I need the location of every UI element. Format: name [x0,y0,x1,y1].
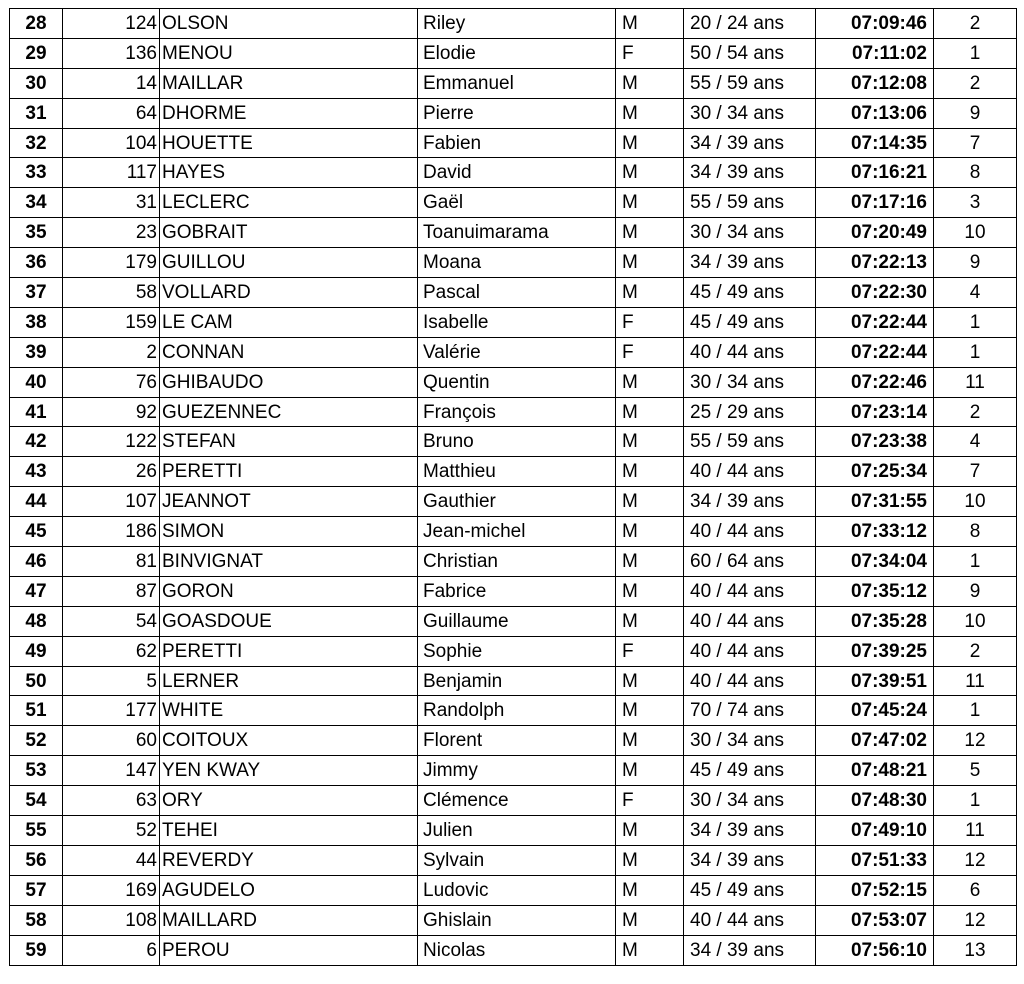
time-cell: 07:23:38 [816,427,934,457]
first-name-cell: Benjamin [418,666,616,696]
last-name-cell: CONNAN [160,337,418,367]
bib-cell: 186 [63,517,160,547]
table-row [10,487,1017,517]
last-name-cell: BINVIGNAT [160,547,418,577]
category-cell: 70 / 74 ans [684,696,816,726]
bib-cell: 14 [63,68,160,98]
bib-cell: 31 [63,188,160,218]
first-name-cell: Gauthier [418,487,616,517]
table-row [10,636,1017,666]
time-cell: 07:34:04 [816,547,934,577]
category-cell: 55 / 59 ans [684,188,816,218]
bib-cell: 87 [63,576,160,606]
time-cell: 07:35:12 [816,576,934,606]
category-rank-cell: 2 [934,397,1017,427]
table-row [10,666,1017,696]
table-row [10,726,1017,756]
last-name-cell: OLSON [160,9,418,39]
bib-cell: 81 [63,547,160,577]
bib-cell: 108 [63,905,160,935]
time-cell: 07:33:12 [816,517,934,547]
sex-cell: M [616,487,684,517]
bib-cell: 26 [63,457,160,487]
first-name-cell: Isabelle [418,307,616,337]
time-cell: 07:49:10 [816,816,934,846]
sex-cell: M [616,98,684,128]
category-rank-cell: 8 [934,517,1017,547]
sex-cell: M [616,726,684,756]
category-cell: 34 / 39 ans [684,487,816,517]
last-name-cell: STEFAN [160,427,418,457]
first-name-cell: Julien [418,816,616,846]
bib-cell: 23 [63,218,160,248]
category-rank-cell: 5 [934,756,1017,786]
category-rank-cell: 1 [934,786,1017,816]
last-name-cell: JEANNOT [160,487,418,517]
table-row [10,935,1017,965]
category-rank-cell: 9 [934,98,1017,128]
category-rank-cell: 9 [934,576,1017,606]
last-name-cell: SIMON [160,517,418,547]
table-row [10,756,1017,786]
first-name-cell: Randolph [418,696,616,726]
time-cell: 07:52:15 [816,875,934,905]
sex-cell: M [616,576,684,606]
sex-cell: F [616,786,684,816]
sex-cell: M [616,905,684,935]
category-rank-cell: 2 [934,9,1017,39]
bib-cell: 169 [63,875,160,905]
time-cell: 07:11:02 [816,38,934,68]
bib-cell: 5 [63,666,160,696]
first-name-cell: Christian [418,547,616,577]
time-cell: 07:16:21 [816,158,934,188]
table-row [10,547,1017,577]
first-name-cell: Jimmy [418,756,616,786]
category-rank-cell: 11 [934,367,1017,397]
table-row [10,905,1017,935]
category-cell: 40 / 44 ans [684,576,816,606]
sex-cell: M [616,457,684,487]
table-row [10,248,1017,278]
category-cell: 34 / 39 ans [684,248,816,278]
last-name-cell: COITOUX [160,726,418,756]
category-cell: 40 / 44 ans [684,517,816,547]
sex-cell: F [616,636,684,666]
sex-cell: F [616,337,684,367]
last-name-cell: PERETTI [160,457,418,487]
time-cell: 07:22:44 [816,337,934,367]
bib-cell: 6 [63,935,160,965]
first-name-cell: Nicolas [418,935,616,965]
category-rank-cell: 6 [934,875,1017,905]
category-rank-cell: 7 [934,457,1017,487]
sex-cell: M [616,278,684,308]
category-cell: 30 / 34 ans [684,726,816,756]
category-rank-cell: 1 [934,696,1017,726]
sex-cell: M [616,248,684,278]
category-cell: 40 / 44 ans [684,666,816,696]
time-cell: 07:31:55 [816,487,934,517]
category-cell: 30 / 34 ans [684,367,816,397]
category-cell: 40 / 44 ans [684,905,816,935]
rank-cell: 47 [10,576,63,606]
rank-cell: 42 [10,427,63,457]
category-cell: 20 / 24 ans [684,9,816,39]
last-name-cell: GUILLOU [160,248,418,278]
first-name-cell: Sylvain [418,845,616,875]
rank-cell: 56 [10,845,63,875]
table-row [10,68,1017,98]
category-cell: 50 / 54 ans [684,38,816,68]
sex-cell: M [616,158,684,188]
last-name-cell: TEHEI [160,816,418,846]
bib-cell: 44 [63,845,160,875]
time-cell: 07:09:46 [816,9,934,39]
sex-cell: M [616,68,684,98]
rank-cell: 52 [10,726,63,756]
first-name-cell: Pierre [418,98,616,128]
time-cell: 07:35:28 [816,606,934,636]
first-name-cell: Florent [418,726,616,756]
bib-cell: 122 [63,427,160,457]
last-name-cell: ORY [160,786,418,816]
time-cell: 07:22:13 [816,248,934,278]
first-name-cell: Sophie [418,636,616,666]
first-name-cell: Fabien [418,128,616,158]
first-name-cell: Fabrice [418,576,616,606]
last-name-cell: HOUETTE [160,128,418,158]
rank-cell: 53 [10,756,63,786]
sex-cell: M [616,845,684,875]
bib-cell: 117 [63,158,160,188]
category-rank-cell: 10 [934,487,1017,517]
category-cell: 60 / 64 ans [684,547,816,577]
table-row [10,307,1017,337]
rank-cell: 38 [10,307,63,337]
category-cell: 34 / 39 ans [684,935,816,965]
last-name-cell: PEROU [160,935,418,965]
time-cell: 07:53:07 [816,905,934,935]
category-rank-cell: 2 [934,636,1017,666]
table-row [10,278,1017,308]
time-cell: 07:39:25 [816,636,934,666]
time-cell: 07:39:51 [816,666,934,696]
rank-cell: 45 [10,517,63,547]
table-row [10,427,1017,457]
first-name-cell: Elodie [418,38,616,68]
bib-cell: 54 [63,606,160,636]
rank-cell: 49 [10,636,63,666]
last-name-cell: GORON [160,576,418,606]
time-cell: 07:45:24 [816,696,934,726]
bib-cell: 52 [63,816,160,846]
table-row [10,337,1017,367]
first-name-cell: Pascal [418,278,616,308]
table-row [10,875,1017,905]
category-cell: 30 / 34 ans [684,786,816,816]
last-name-cell: GUEZENNEC [160,397,418,427]
bib-cell: 60 [63,726,160,756]
sex-cell: M [616,517,684,547]
time-cell: 07:12:08 [816,68,934,98]
results-body [10,9,1017,966]
rank-cell: 48 [10,606,63,636]
bib-cell: 62 [63,636,160,666]
sex-cell: M [616,606,684,636]
first-name-cell: Gaël [418,188,616,218]
sex-cell: F [616,307,684,337]
rank-cell: 28 [10,9,63,39]
bib-cell: 2 [63,337,160,367]
category-cell: 30 / 34 ans [684,98,816,128]
bib-cell: 136 [63,38,160,68]
category-rank-cell: 12 [934,905,1017,935]
table-row [10,367,1017,397]
rank-cell: 36 [10,248,63,278]
bib-cell: 124 [63,9,160,39]
sex-cell: M [616,427,684,457]
first-name-cell: Bruno [418,427,616,457]
bib-cell: 64 [63,98,160,128]
category-cell: 34 / 39 ans [684,816,816,846]
rank-cell: 32 [10,128,63,158]
category-cell: 30 / 34 ans [684,218,816,248]
rank-cell: 51 [10,696,63,726]
category-rank-cell: 11 [934,816,1017,846]
rank-cell: 50 [10,666,63,696]
last-name-cell: YEN KWAY [160,756,418,786]
table-row [10,218,1017,248]
rank-cell: 31 [10,98,63,128]
category-cell: 55 / 59 ans [684,68,816,98]
table-row [10,98,1017,128]
last-name-cell: MAILLAR [160,68,418,98]
category-cell: 45 / 49 ans [684,875,816,905]
rank-cell: 29 [10,38,63,68]
first-name-cell: Clémence [418,786,616,816]
category-rank-cell: 1 [934,337,1017,367]
bib-cell: 159 [63,307,160,337]
first-name-cell: Toanuimarama [418,218,616,248]
category-cell: 45 / 49 ans [684,756,816,786]
rank-cell: 57 [10,875,63,905]
category-rank-cell: 4 [934,278,1017,308]
last-name-cell: HAYES [160,158,418,188]
time-cell: 07:47:02 [816,726,934,756]
sex-cell: F [616,38,684,68]
category-rank-cell: 2 [934,68,1017,98]
sex-cell: M [616,367,684,397]
category-rank-cell: 13 [934,935,1017,965]
category-rank-cell: 10 [934,606,1017,636]
table-row [10,38,1017,68]
bib-cell: 92 [63,397,160,427]
last-name-cell: LERNER [160,666,418,696]
category-cell: 55 / 59 ans [684,427,816,457]
first-name-cell: Guillaume [418,606,616,636]
table-row [10,188,1017,218]
last-name-cell: WHITE [160,696,418,726]
rank-cell: 34 [10,188,63,218]
category-rank-cell: 1 [934,307,1017,337]
first-name-cell: Riley [418,9,616,39]
table-row [10,816,1017,846]
bib-cell: 107 [63,487,160,517]
first-name-cell: David [418,158,616,188]
category-rank-cell: 10 [934,218,1017,248]
category-rank-cell: 9 [934,248,1017,278]
table-row [10,457,1017,487]
rank-cell: 46 [10,547,63,577]
time-cell: 07:51:33 [816,845,934,875]
sex-cell: M [616,397,684,427]
sex-cell: M [616,696,684,726]
rank-cell: 30 [10,68,63,98]
category-cell: 40 / 44 ans [684,337,816,367]
rank-cell: 44 [10,487,63,517]
time-cell: 07:22:30 [816,278,934,308]
time-cell: 07:25:34 [816,457,934,487]
sex-cell: M [616,756,684,786]
sex-cell: M [616,666,684,696]
rank-cell: 33 [10,158,63,188]
last-name-cell: GHIBAUDO [160,367,418,397]
category-cell: 34 / 39 ans [684,158,816,188]
category-cell: 25 / 29 ans [684,397,816,427]
last-name-cell: MAILLARD [160,905,418,935]
first-name-cell: Matthieu [418,457,616,487]
sex-cell: M [616,188,684,218]
first-name-cell: Ludovic [418,875,616,905]
first-name-cell: Quentin [418,367,616,397]
category-cell: 45 / 49 ans [684,278,816,308]
category-rank-cell: 1 [934,547,1017,577]
last-name-cell: MENOU [160,38,418,68]
last-name-cell: AGUDELO [160,875,418,905]
category-rank-cell: 7 [934,128,1017,158]
time-cell: 07:48:21 [816,756,934,786]
last-name-cell: REVERDY [160,845,418,875]
sex-cell: M [616,218,684,248]
rank-cell: 58 [10,905,63,935]
category-rank-cell: 11 [934,666,1017,696]
bib-cell: 76 [63,367,160,397]
table-row [10,158,1017,188]
first-name-cell: Moana [418,248,616,278]
first-name-cell: François [418,397,616,427]
category-rank-cell: 8 [934,158,1017,188]
time-cell: 07:48:30 [816,786,934,816]
category-cell: 34 / 39 ans [684,845,816,875]
time-cell: 07:17:16 [816,188,934,218]
rank-cell: 55 [10,816,63,846]
sex-cell: M [616,547,684,577]
sex-cell: M [616,875,684,905]
sex-cell: M [616,9,684,39]
last-name-cell: LECLERC [160,188,418,218]
category-rank-cell: 3 [934,188,1017,218]
rank-cell: 59 [10,935,63,965]
last-name-cell: GOBRAIT [160,218,418,248]
table-row [10,9,1017,39]
rank-cell: 54 [10,786,63,816]
time-cell: 07:56:10 [816,935,934,965]
sex-cell: M [616,128,684,158]
table-row [10,606,1017,636]
first-name-cell: Valérie [418,337,616,367]
category-cell: 40 / 44 ans [684,606,816,636]
rank-cell: 39 [10,337,63,367]
rank-cell: 41 [10,397,63,427]
time-cell: 07:13:06 [816,98,934,128]
bib-cell: 104 [63,128,160,158]
last-name-cell: VOLLARD [160,278,418,308]
time-cell: 07:20:49 [816,218,934,248]
time-cell: 07:14:35 [816,128,934,158]
category-rank-cell: 1 [934,38,1017,68]
first-name-cell: Ghislain [418,905,616,935]
table-row [10,786,1017,816]
table-row [10,576,1017,606]
category-cell: 34 / 39 ans [684,128,816,158]
last-name-cell: DHORME [160,98,418,128]
bib-cell: 58 [63,278,160,308]
table-row [10,845,1017,875]
category-cell: 45 / 49 ans [684,307,816,337]
bib-cell: 147 [63,756,160,786]
time-cell: 07:22:44 [816,307,934,337]
table-row [10,397,1017,427]
category-cell: 40 / 44 ans [684,457,816,487]
bib-cell: 177 [63,696,160,726]
time-cell: 07:23:14 [816,397,934,427]
sex-cell: M [616,816,684,846]
last-name-cell: GOASDOUE [160,606,418,636]
table-row [10,128,1017,158]
rank-cell: 43 [10,457,63,487]
bib-cell: 63 [63,786,160,816]
table-row [10,517,1017,547]
category-rank-cell: 4 [934,427,1017,457]
table-row [10,696,1017,726]
category-rank-cell: 12 [934,726,1017,756]
first-name-cell: Jean-michel [418,517,616,547]
category-cell: 40 / 44 ans [684,636,816,666]
first-name-cell: Emmanuel [418,68,616,98]
rank-cell: 37 [10,278,63,308]
sex-cell: M [616,935,684,965]
last-name-cell: PERETTI [160,636,418,666]
bib-cell: 179 [63,248,160,278]
rank-cell: 40 [10,367,63,397]
last-name-cell: LE CAM [160,307,418,337]
category-rank-cell: 12 [934,845,1017,875]
time-cell: 07:22:46 [816,367,934,397]
rank-cell: 35 [10,218,63,248]
results-table [9,8,1017,966]
